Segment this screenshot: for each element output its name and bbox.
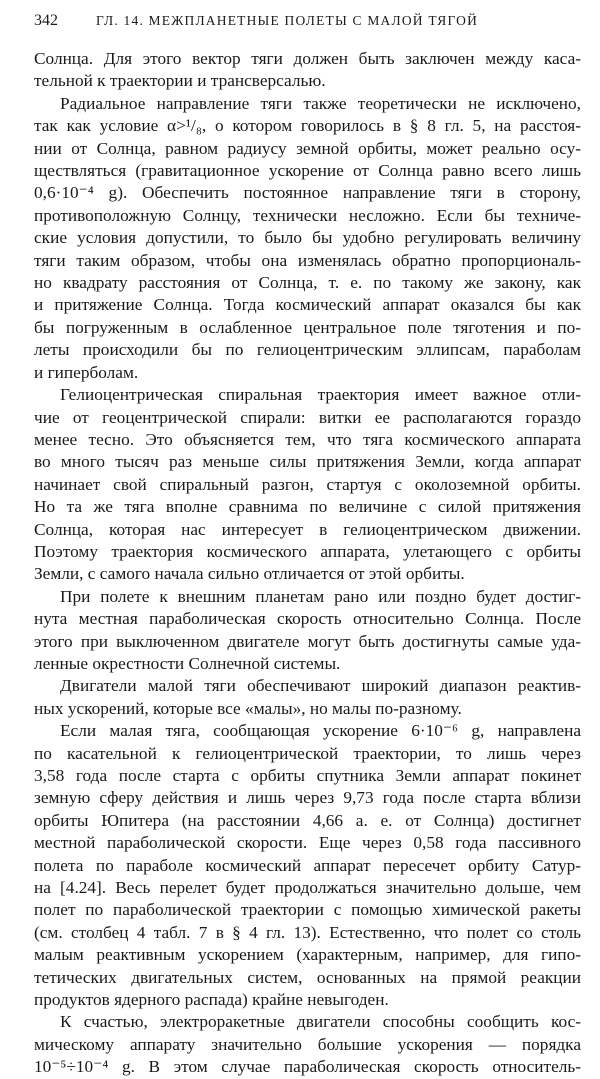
text-line: Но та же тяга вполне сравнима по величине с силой притяжения	[34, 497, 581, 517]
text-line: менее тесно. Это объясняется тем, что тяга космического аппарата	[34, 429, 581, 449]
text-line: ские условия допустили, то было бы удобно регулировать величину	[34, 228, 581, 248]
text-line: Двигатели малой тяги обеспечивают широкий диапазон реактив-	[60, 676, 581, 696]
text-line: орбиты Юпитера (на расстоянии 4,66 а. е. от Солнца) достигнет	[34, 810, 581, 830]
book-page	[34, 12, 581, 1079]
text-line: но квадрату расстояния от Солнца, т. е. по такому же закону, как	[34, 273, 581, 293]
text-line: Если малая тяга, сообщающая ускорение 6·10⁻⁶ g, направлена	[60, 721, 581, 741]
text-line: земную сферу действия и лишь через 9,73 года после старта вблизи	[34, 788, 581, 808]
text-line: бы погруженным в ослабленное центральное поле тяготения и по-	[34, 317, 581, 337]
text-line: ществляться (гравитационное ускорение от Солнца равно всего лишь	[34, 161, 581, 181]
text-line: малым реактивным ускорением (характерным, например, для гипо-	[34, 945, 581, 965]
text-line: полета по параболе космический аппарат пересечет орбиту Сатур-	[34, 855, 581, 875]
paragraph	[34, 384, 581, 586]
paragraph	[34, 1011, 581, 1078]
text-line: (см. столбец 4 табл. 7 в § 4 гл. 13). Естественно, что полет со столь	[34, 922, 581, 942]
text-line: продуктов ядерного распада) крайне невыгоден.	[34, 990, 389, 1010]
text-line: ных ускорений, которые все «малы», но малы по-разному.	[34, 698, 462, 718]
text-line: тетических двигательных систем, основанных на прямой реакции	[34, 967, 581, 987]
text-line: противоположную Солнцу, технически несложно. Если бы техниче-	[34, 205, 581, 225]
text-line: этого при выключенном двигателе могут быть достигнуты самые уда-	[34, 631, 581, 651]
page-body	[34, 48, 581, 1079]
paragraph	[34, 675, 581, 720]
text-line: Гелиоцентрическая спиральная траектория имеет важное отли-	[60, 385, 581, 405]
text-line: так как условие α>¹/₈, о котором говорилось в § 8 гл. 5, на расстоя-	[34, 116, 581, 136]
text-line: на [4.24]. Весь перелет будет продолжаться значительно дольше, чем	[34, 878, 581, 898]
text-line: тяги таким образом, чтобы она изменялась обратно пропорциональ-	[34, 250, 581, 270]
text-line: во много тысяч раз меньше силы притяжения Земли, когда аппарат	[34, 452, 581, 472]
text-line: При полете к внешним планетам рано или поздно будет достиг-	[60, 586, 581, 606]
text-line: нута местная параболическая скорость относительно Солнца. После	[34, 609, 581, 629]
text-line: тельной к траектории и трансверсалью.	[34, 71, 326, 91]
text-line: по касательной к гелиоцентрической траектории, то лишь через	[34, 743, 581, 763]
text-line: Земли, с самого начала сильно отличается от этой орбиты.	[34, 564, 465, 584]
text-line: К счастью, электроракетные двигатели способны сообщить кос-	[60, 1012, 581, 1032]
text-line: полет по параболической траектории с помощью химической ракеты	[34, 900, 581, 920]
text-line: местной параболической скорости. Еще через 0,58 года пассивного	[34, 833, 581, 853]
text-line: начинает свой спиральный разгон, стартуя с околоземной орбиты.	[34, 474, 581, 494]
text-line: ленные окрестности Солнечной системы.	[34, 653, 341, 673]
paragraph	[34, 586, 581, 676]
text-line: 3,58 года после старта с орбиты спутника Земли аппарат покинет	[34, 766, 581, 785]
text-line: Солнца. Для этого вектор тяги должен быть заключен между каса-	[34, 49, 581, 68]
text-line: леты происходили бы по гелиоцентрическим эллипсам, параболам	[34, 340, 581, 360]
paragraph	[34, 720, 581, 1011]
text-line: Солнца, которая нас интересует в гелиоцентрическом движении.	[34, 519, 581, 539]
text-line: нии от Солнца, равном радиусу земной орбиты, может реально осу-	[34, 138, 581, 158]
text-line: 10⁻⁵÷10⁻⁴ g. В этом случае параболическая скорость относитель-	[34, 1057, 581, 1077]
page-number: 342	[34, 12, 58, 29]
text-line: 0,6·10⁻⁴ g). Обеспечить постоянное направление тяги в сторону,	[34, 183, 581, 203]
text-line: Поэтому траектория космического аппарата, улетающего с орбиты	[34, 541, 581, 561]
paragraph	[34, 93, 581, 384]
paragraph	[34, 48, 581, 93]
text-line: чие от геоцентрической спирали: витки ее располагаются гораздо	[34, 407, 581, 427]
page-header	[34, 12, 581, 48]
text-line: и притяжение Солнца. Тогда космический аппарат оказался бы как	[34, 295, 581, 315]
text-line: Радиальное направление тяги также теоретически не исключено,	[60, 93, 581, 113]
text-line: мическому аппарату значительно большие ускорения — порядка	[34, 1034, 581, 1054]
running-head: ГЛ. 14. МЕЖПЛАНЕТНЫЕ ПОЛЕТЫ С МАЛОЙ ТЯГОЙ	[96, 13, 479, 28]
text-line: и гиперболам.	[34, 362, 139, 382]
